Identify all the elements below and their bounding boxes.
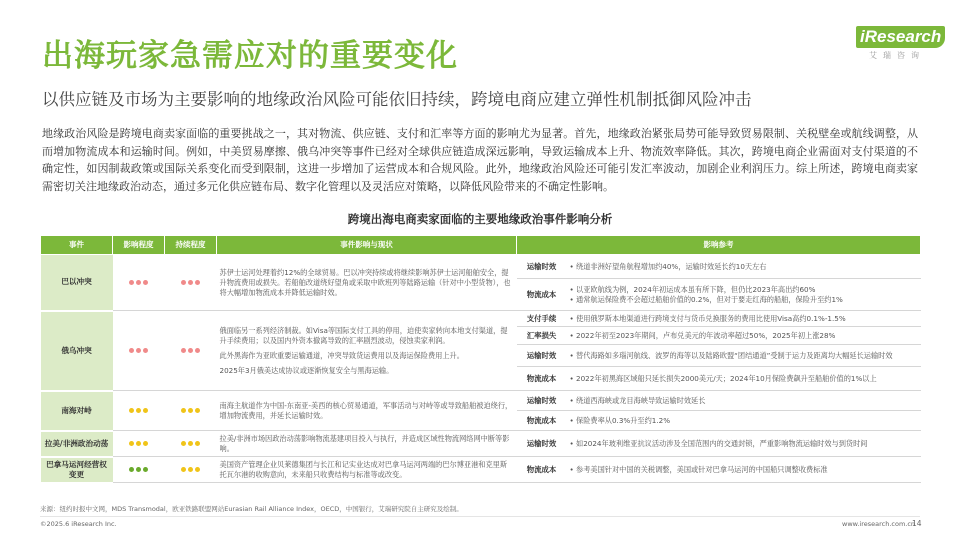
- description-paragraph: 俄面临另一系列经济制裁。如Visa等国际支付工具的停用，迫使卖家转向本地支付渠道，提升手续费用；以及国内外资本撤离导致的汇率剧烈波动，侵蚀卖家利润。: [219, 325, 508, 345]
- duration-dot: [195, 348, 200, 353]
- duration-dot: [195, 441, 200, 446]
- page-subtitle: 以供应链及市场为主要影响的地缘政治风险可能依旧持续，跨境电商应建立弹性机制抵御风险冲击: [42, 90, 752, 109]
- impact-dot: [129, 441, 134, 446]
- duration-dot: [188, 348, 193, 353]
- duration-level: [165, 431, 217, 457]
- reference-category: 支付手续: [517, 311, 567, 327]
- reference-category: 物流成本: [517, 279, 567, 311]
- description-paragraph: 2025年3月俄美达成协议或逐渐恢复安全与黑海运输。: [219, 365, 394, 375]
- impact-level: [113, 457, 165, 483]
- copyright: ©2025.6 iResearch Inc.: [40, 520, 117, 528]
- impact-dot: [136, 408, 141, 413]
- impact-dot: [143, 441, 148, 446]
- duration-level: [165, 255, 217, 311]
- reference-detail: • 使用俄罗斯本地渠道进行跨境支付与货币兑换服务的费用比使用Visa高约0.1%-1.5%: [567, 311, 921, 327]
- impact-level: [113, 391, 165, 431]
- reference-detail: • 2022年初至2023年期间，卢布兑美元的年波动率超过50%，2025年初上涨28%: [567, 327, 921, 345]
- event-description: [217, 255, 517, 311]
- duration-dot: [181, 441, 186, 446]
- reference-category: 汇率损失: [517, 327, 567, 345]
- description-paragraph: 此外黑海作为亚欧重要运输通道，冲突导致货运费用以及海运保险费用上升。: [219, 350, 464, 360]
- impact-dot: [136, 348, 141, 353]
- event-name: 巴拿马运河经营权变更: [41, 457, 113, 483]
- reference-detail: • 参考美国针对中国的关税调整，美国或针对巴拿马运河的中国船只调整收费标准: [567, 457, 921, 483]
- header-reference: 影响参考: [517, 236, 921, 255]
- event-name: 南海对峙: [41, 391, 113, 431]
- impact-dot: [129, 348, 134, 353]
- impact-dot: [143, 467, 148, 472]
- duration-dot: [188, 467, 193, 472]
- reference-detail: • 如2024年玻利维亚抗议活动涉及全国范围内的交通封锁，严重影响物流运输时效与到货时间: [567, 431, 921, 457]
- header-duration: 持续程度: [165, 236, 217, 255]
- duration-level: [165, 391, 217, 431]
- iresearch-logo: [856, 26, 942, 61]
- footer-divider: [40, 516, 920, 517]
- reference-detail: • 2022年初黑海区域船只延长损失2000美元/天；2024年10月保险费飙升至船舶价值的1%以上: [567, 367, 921, 391]
- page-title: 出海玩家急需应对的重要变化: [42, 38, 458, 74]
- impact-dot: [143, 280, 148, 285]
- reference-category: 运输时效: [517, 255, 567, 279]
- duration-dot: [181, 280, 186, 285]
- reference-detail: • 以亚欧航线为例，2024年初运成本虽有所下降，但仍比2023年高出约60% • 通常航运保险费不会超过船舶价值的0.2%，但对于要走红海的船舶，保险升至约1%: [567, 279, 921, 311]
- event-description: [217, 311, 517, 391]
- website-url: www.iresearch.com.cn: [842, 520, 916, 528]
- description-paragraph: 拉美/非洲市场因政治动荡影响物流基建项目投入与执行，并造成区域性物流网络网中断等影响。: [219, 433, 510, 453]
- header-description: 事件影响与现状: [217, 236, 517, 255]
- logo-wordmark: iResearch: [856, 26, 945, 48]
- event-description: [217, 431, 517, 457]
- source-note: 来源：纽约时报中文网，MDS Transmodal，欧亚铁路联盟网站Eurasian Rail Alliance Index，OECD，中国银行，艾瑞研究院自主研究及绘制。: [40, 505, 463, 513]
- impact-dot: [136, 441, 141, 446]
- duration-level: [165, 311, 217, 391]
- description-paragraph: 南海主航道作为中国-东南亚-美西的核心贸易通道，军事活动与对峙等或导致船舶被迫绕行，增加物流费用，并延长运输时效。: [219, 400, 513, 420]
- event-name: 俄乌冲突: [41, 311, 113, 391]
- duration-level: [165, 457, 217, 483]
- duration-dot: [195, 467, 200, 472]
- table-row: [41, 431, 921, 457]
- header-event: 事件: [41, 236, 113, 255]
- table-row: [41, 391, 921, 411]
- header-impact: 影响程度: [113, 236, 165, 255]
- reference-category: 运输时效: [517, 345, 567, 367]
- event-description: [217, 457, 517, 483]
- event-description: [217, 391, 517, 431]
- reference-detail: • 绕道非洲好望角航程增加约40%，运输时效延长约10天左右: [567, 255, 921, 279]
- description-paragraph: 苏伊士运河处理着约12%的全球贸易。巴以冲突持续或将继续影响苏伊士运河船舶安全，提升物流费用或损失。若船舶改道绕好望角或采取中欧班列等陆路运输（针对中小型货物），也将大幅增加物流成本并降低运输时效。: [219, 267, 511, 297]
- table-row: [41, 457, 921, 483]
- impact-dot: [143, 408, 148, 413]
- event-name: 拉美/非洲政治动荡: [41, 431, 113, 457]
- table-row: [41, 255, 921, 279]
- reference-category: 物流成本: [517, 411, 567, 431]
- impact-level: [113, 431, 165, 457]
- reference-category: 运输时效: [517, 431, 567, 457]
- description-paragraph: 美国资产管理企业贝莱德集团与长江和记实业达成对巴拿马运河两端的巴尔博亚港和克里斯托瓦尔港的收购意向，未来船只收费结构与标准等或改变。: [219, 459, 508, 479]
- duration-dot: [181, 408, 186, 413]
- event-name: 巴以冲突: [41, 255, 113, 311]
- impact-level: [113, 255, 165, 311]
- event-impact-table: [40, 235, 921, 484]
- duration-dot: [181, 348, 186, 353]
- reference-detail: • 替代海路如多瑙河航线、波罗的海等以及陆路欧盟“团结通道”受制于运力及距离均大幅延长运输时效: [567, 345, 921, 367]
- logo-subtext: 艾瑞咨询: [869, 51, 925, 60]
- impact-dot: [129, 408, 134, 413]
- duration-dot: [195, 408, 200, 413]
- impact-dot: [129, 467, 134, 472]
- reference-category: 物流成本: [517, 367, 567, 391]
- table-header-row: [41, 236, 921, 255]
- table-row: [41, 311, 921, 327]
- table-title: 跨境出海电商卖家面临的主要地缘政治事件影响分析: [347, 212, 613, 226]
- reference-detail: • 保险费率从0.3%升至约1.2%: [567, 411, 921, 431]
- reference-detail: • 绕道西海峡或龙目海峡导致运输时效延长: [567, 391, 921, 411]
- duration-dot: [195, 280, 200, 285]
- reference-category: 物流成本: [517, 457, 567, 483]
- duration-dot: [188, 408, 193, 413]
- duration-dot: [188, 441, 193, 446]
- impact-dot: [136, 467, 141, 472]
- impact-level: [113, 311, 165, 391]
- reference-category: 运输时效: [517, 391, 567, 411]
- impact-dot: [129, 280, 134, 285]
- impact-dot: [143, 348, 148, 353]
- impact-dot: [136, 280, 141, 285]
- page-number: 14: [912, 519, 922, 528]
- duration-dot: [181, 467, 186, 472]
- intro-paragraph: 地缘政治风险是跨境电商卖家面临的重要挑战之一，其对物流、供应链、支付和汇率等方面的影响尤为显著。首先，地缘政治紧张局势可能导致贸易限制、关税壁垒或航线调整，从而增加物流成本和运输时间。例如，中美贸易摩擦、俄乌冲突等事件已经对全球供应链造成深远影响，导致运输成本上升、物流效率降低。其次，跨境电商企业需面对支付渠道的不确定性，如因制裁政策或国际关系变化而受到限制，这进一步增加了运营成本和合规风险。此外，地缘政治风险还可能引发汇率波动，加剧企业利润压力。综上所述，跨境电商卖家需密切关注地缘政治动态，通过多元化供应链布局、数字化管理以及灵活应对策略，以降低风险带来的不确定性影响。: [42, 127, 918, 193]
- duration-dot: [188, 280, 193, 285]
